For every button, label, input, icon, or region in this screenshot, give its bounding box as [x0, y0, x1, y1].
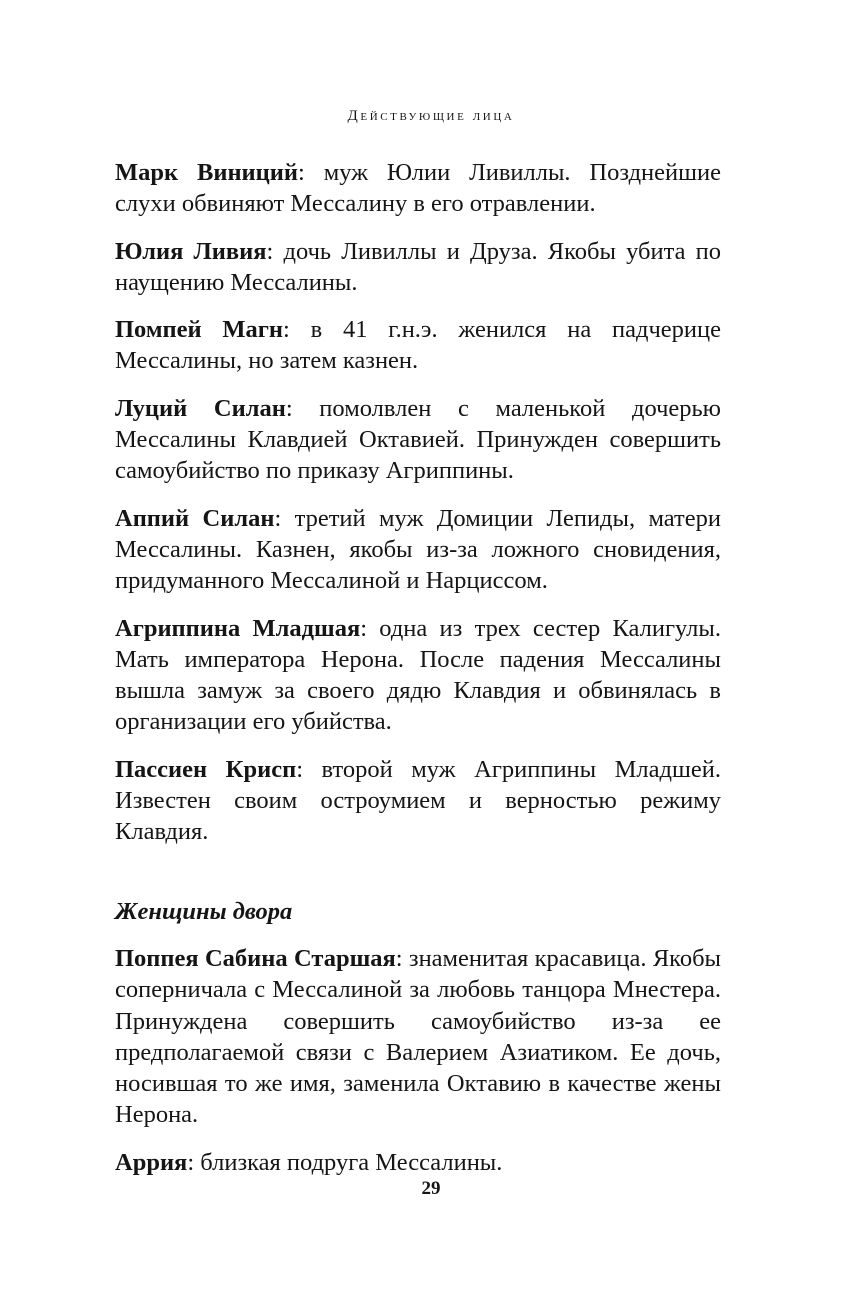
- entry-text: : в 41 г.н.э. женился на падчерице Мессалины, но затем казнен.: [115, 316, 721, 375]
- entry-passienus-crispus: [115, 754, 721, 848]
- entry-text: : второй муж Агриппины Младшей. Известен своим остроумием и верностью режиму Клавдия.: [115, 755, 721, 846]
- entry-text: : знаменитая красавица. Якобы соперничала с Мессалиной за любовь танцора Мнестера. Принуждена совершить самоубийство из-за ее предполагаемой связи с Валерием Азиатиком. Ее дочь, носившая то же имя, заменила Октавию в качестве жены Нерона.: [115, 944, 721, 1129]
- entry-name: Марк Виниций: [115, 159, 299, 186]
- entry-name: Юлия Ливия: [115, 237, 267, 265]
- entry-name: Луций Силан: [115, 394, 286, 422]
- entry-pompey-magnus: [115, 314, 721, 377]
- entry-text: : дочь Ливиллы и Друза. Якобы убита по наущению Мессалины.: [115, 237, 721, 296]
- entry-name: Аррия: [115, 1148, 188, 1176]
- page-number: 29: [421, 1178, 441, 1199]
- section-heading: Женщины двора: [115, 897, 293, 925]
- page-content: [115, 157, 721, 1194]
- entry-text: : муж Юлии Ливиллы. Позднейшие слухи обвиняют Мессалину в его отравлении.: [115, 159, 722, 218]
- entry-name: Помпей Магн: [115, 316, 284, 344]
- entry-text: : помолвлен с маленькой дочерью Мессалины Клавдией Октавией. Принужден совершить самоубийство по приказу Агриппины.: [115, 394, 721, 485]
- entry-poppaea-sabina: [115, 943, 721, 1131]
- entry-julia-livia: [115, 236, 721, 299]
- entry-appius-silanus: [115, 503, 721, 597]
- entry-text: : одна из трех сестер Калигулы. Мать императора Нерона. После падения Мессалины вышла замуж за своего дядю Клавдия и обвинялась в организации его убийства.: [115, 614, 721, 736]
- entry-text: : третий муж Домиции Лепиды, матери Мессалины. Казнен, якобы из-за ложного сновидения, придуманного Мессалиной и Нарциссом.: [115, 504, 721, 595]
- entry-text: : близкая подруга Мессалины.: [187, 1148, 503, 1176]
- entry-lucius-silanus: [115, 393, 721, 487]
- entry-name: Аппий Силан: [115, 504, 275, 532]
- running-head: Действующие лица: [347, 108, 515, 124]
- entry-agrippina-minor: [115, 613, 721, 738]
- entry-name: Поппея Сабина Старшая: [115, 944, 396, 972]
- entry-mark-vinicius: [115, 157, 721, 220]
- entry-name: Агриппина Младшая: [115, 614, 361, 642]
- entry-arria: [115, 1147, 721, 1178]
- entry-name: Пассиен Крисп: [115, 755, 297, 783]
